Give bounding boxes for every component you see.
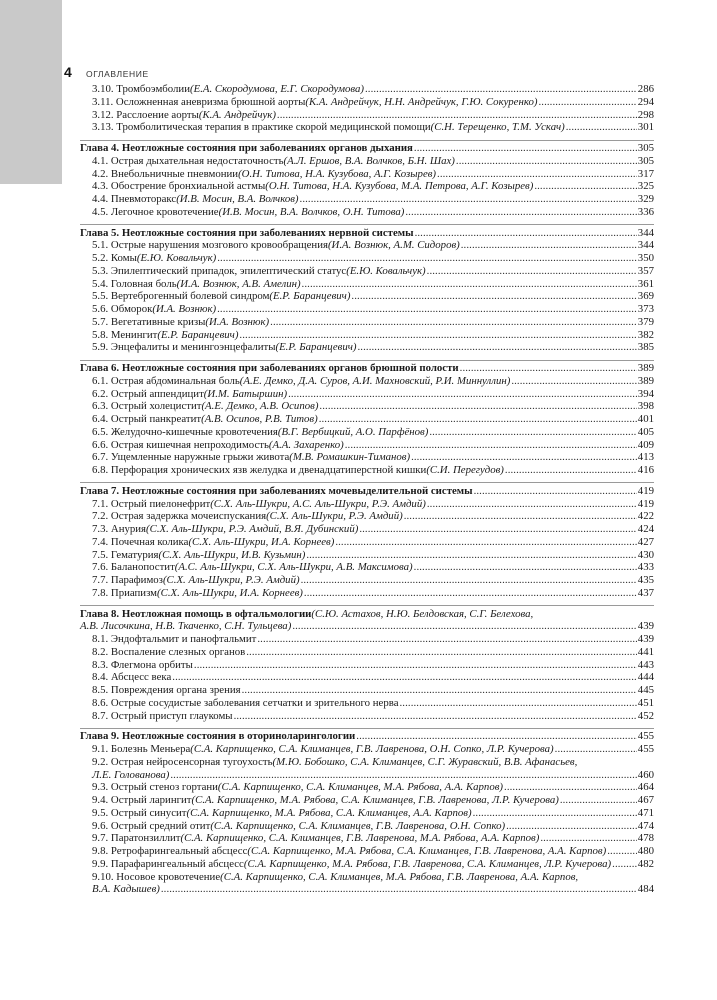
toc-entry-continued[interactable] [80,769,654,782]
entry-authors: (А.Л. Ершов, В.А. Волчков, Б.Н. Шах) [283,154,455,167]
toc-entry[interactable] [80,121,654,134]
page-ref: 435 [637,574,654,586]
page-ref: 474 [637,819,654,832]
toc-entry[interactable] [80,388,654,401]
chapter-section [80,83,654,134]
dot-leader [335,536,636,549]
page-ref: 419 [637,484,654,497]
toc-entry[interactable] [80,168,654,181]
page-ref: 478 [637,832,654,845]
page-ref: 409 [637,438,654,451]
page-ref: 451 [637,696,654,709]
toc-entry[interactable] [80,316,654,329]
dot-leader [300,193,637,206]
page-ref: 382 [637,328,654,341]
section-divider [80,728,654,729]
chapter-section [80,482,654,599]
toc-entry[interactable] [80,180,654,193]
entry-authors: (М.Ю. Бобошко, С.А. Климанцев, С.Г. Журавский, В.В. Афанасьев, [272,755,578,768]
dot-leader [511,375,636,388]
entry-authors: (Е.Р. Баранцевич) [157,328,239,341]
page-ref: 480 [637,845,654,857]
dot-leader [277,109,637,122]
page-ref: 439 [637,620,654,633]
page-ref: 441 [637,645,654,658]
page-ref: 424 [637,523,654,535]
entry-authors: (С.И. Перегудов) [426,464,504,476]
dot-leader [161,883,637,896]
entry-authors: (С.Н. Терещенко, Т.М. Ускач) [430,121,565,134]
dot-leader [217,252,637,265]
toc-entry[interactable] [80,413,654,426]
table-of-contents [80,83,654,896]
page-ref: 344 [637,239,654,252]
chapter-title: Глава 4. Неотложные состояния при заболеваниях органов дыхания [80,142,413,154]
chapter-title: Глава 9. Неотложные состояния в оториноларингологии [80,730,356,743]
page-ref: 464 [637,781,654,794]
dot-leader [473,807,637,820]
chapter-heading[interactable] [80,485,654,498]
page-edge-bar [0,0,62,184]
chapter-heading[interactable] [80,730,654,743]
toc-entry[interactable] [80,646,654,659]
dot-leader [172,671,637,684]
page-ref: 305 [637,142,654,154]
chapter-section [80,140,654,219]
entry-authors: (С.А. Карпищенко, С.А. Климанцев, М.А. Рябова, Г.В. Лавренова, А.А. Карпов, [220,870,579,883]
entry-authors: (Е.Р. Баранцевич) [275,341,357,354]
dot-leader [411,451,637,464]
toc-entry[interactable] [80,341,654,354]
entry-authors: (И.М. Батыршин) [203,387,288,400]
dot-leader [429,426,636,439]
toc-entry[interactable] [80,400,654,413]
dot-leader [405,206,636,219]
toc-entry[interactable] [80,329,654,342]
entry-authors: (С.А. Карпищенко, С.А. Климанцев, М.А. Рябова, А.А. Карпов) [217,781,504,794]
entry-title: 7.1. Острый пиелонефрит [92,497,211,510]
entry-authors: (С.А. Карпищенко, С.А. Климанцев, Г.В. Лавренова, М.А. Рябова, А.А. Карпов) [180,832,540,845]
entry-title: 3.11. Осложненная аневризма брюшной аорты [92,95,306,108]
dot-leader [365,83,637,96]
page-ref: 455 [637,730,654,743]
page-ref: 357 [637,264,654,277]
entry-authors: (О.Н. Титова, Н.А. Кузубова, А.Г. Козырев) [238,167,437,180]
entry-title: 9.9. Парафарингеальный абсцесс [92,857,244,870]
page-ref: 484 [637,883,654,896]
dot-leader [460,362,637,375]
page-ref: 325 [637,180,654,193]
page-ref: 467 [637,794,654,806]
toc-entry[interactable] [80,820,654,833]
dot-leader [538,96,636,109]
toc-entry[interactable] [80,794,654,807]
chapter-section [80,360,654,477]
page-ref: 379 [637,315,654,328]
dot-leader [239,329,636,342]
page-ref: 394 [637,387,654,400]
entry-authors: (И.А. Вознюк) [152,303,217,315]
entry-authors: (О.Н. Титова, Н.А. Кузубова, М.А. Петрова, А.Г. Козырев) [265,180,534,193]
toc-entry[interactable] [80,781,654,794]
page-ref: 389 [637,362,654,374]
page-ref: 298 [637,108,654,121]
toc-entry[interactable] [80,871,654,884]
entry-title: 6.4. Острый панкреатит [92,413,202,425]
section-divider [80,224,654,225]
dot-leader [504,781,637,794]
page-ref: 350 [637,252,654,264]
entry-title: 6.1. Острая абдоминальная боль [92,374,240,387]
entry-title: 4.3. Обострение бронхиальной астмы [92,180,266,193]
entry-title: 7.2. Острая задержка мочеиспускания [92,510,267,523]
entry-title: 7.4. Почечная колика [92,535,189,548]
entry-title: 9.4. Острый ларингит [92,794,192,806]
toc-entry[interactable] [80,278,654,291]
dot-leader [560,794,637,807]
page-ref: 317 [637,167,654,180]
page-number: 4 [64,64,72,80]
page-ref: 344 [637,226,654,239]
entry-authors: (И.В. Мосин, В.А. Волчков, О.Н. Титова) [218,205,405,218]
toc-entry[interactable] [80,155,654,168]
page-ref: 385 [637,341,654,354]
entry-title: 6.6. Острая кишечная непроходимость [92,438,269,451]
entry-title: 8.1. Эндофтальмит и панофтальмит [92,633,257,645]
entry-title: 7.3. Анурия [92,523,147,535]
entry-authors: (И.А. Вознюк) [205,315,270,328]
page-ref: 422 [637,510,654,523]
entry-authors: (И.В. Мосин, В.А. Волчков) [176,193,299,205]
chapter-title: Глава 8. Неотложная помощь в офтальмологии [80,607,312,620]
page-ref: 444 [637,671,654,684]
entry-authors: (С.Х. Аль-Шукри, Р.Э. Амдий) [162,574,300,586]
entry-title: 6.8. Перфорация хронических язв желудка и двенадцатиперстной кишки [92,464,427,476]
chapter-title: Глава 5. Неотложные состояния при заболеваниях нервной системы [80,226,414,239]
chapter-heading[interactable] [80,608,654,621]
dot-leader [414,561,637,574]
entry-authors: (Е.Ю. Ковальчук) [346,264,426,277]
dot-leader [306,549,636,562]
entry-title: 4.4. Пневмоторакс [92,193,177,205]
entry-title: 9.8. Ретрофарингеальный абсцесс [92,845,248,857]
toc-entry[interactable] [80,523,654,536]
entry-title: 6.2. Острый аппендицит [92,387,204,400]
dot-leader [414,142,637,155]
toc-entry[interactable] [80,574,654,587]
entry-authors: (И.А. Вознюк, А.М. Сидоров) [327,239,460,252]
entry-authors: (А.Е. Демко, Д.А. Суров, А.И. Махновский, Р.И. Миннуллин) [239,374,511,387]
toc-entry[interactable] [80,671,654,684]
entry-title: 5.9. Энцефалиты и менингоэнцефалиты [92,341,276,354]
toc-entry[interactable] [80,858,654,871]
entry-title: 8.2. Воспаление слезных органов [92,645,246,658]
entry-title: 7.8. Приапизм [92,586,158,599]
toc-entry[interactable] [80,684,654,697]
page-ref: 445 [637,684,654,696]
page-ref: 460 [637,768,654,781]
page-ref: 294 [637,95,654,108]
entry-authors: В.А. Кадышев) [92,883,160,896]
entry-title: 8.7. Острый приступ глаукомы [92,709,233,722]
dot-leader [170,769,636,782]
dot-leader [540,832,636,845]
page-ref: 443 [637,658,654,671]
dot-leader [304,587,637,600]
entry-title: 6.7. Ущемленные наружные грыжи живота [92,451,290,464]
toc-entry[interactable] [80,83,654,96]
entry-title: 7.6. Баланопостит [92,561,175,574]
entry-title: 4.1. Острая дыхательная недостаточность [92,154,284,167]
page-ref: 305 [637,154,654,167]
entry-authors: (В.Г. Вербицкий, А.О. Парфёнов) [277,425,429,438]
chapter-heading[interactable] [80,362,654,375]
entry-title: 5.7. Вегетативные кризы [92,315,206,328]
page-ref: 452 [637,709,654,722]
toc-entry[interactable] [80,439,654,452]
dot-leader [474,485,637,498]
entry-authors: (Е.А. Скородумова, Е.Г. Скородумова) [190,83,364,95]
entry-authors: Л.Е. Голованова) [92,768,170,781]
dot-leader [319,413,637,426]
toc-entry[interactable] [80,193,654,206]
entry-authors: (С.А. Карпищенко, М.А. Рябова, Г.В. Лавренова, С.А. Климанцев, Л.Р. Кучерова) [243,857,612,870]
dot-leader [456,155,637,168]
entry-authors: (Е.Р. Баранцевич) [269,290,351,303]
section-divider [80,360,654,361]
entry-title: 5.1. Острые нарушения мозгового кровообращения [92,239,328,252]
dot-leader [566,121,637,134]
toc-entry[interactable] [80,451,654,464]
entry-title: 5.5. Вертеброгенный болевой синдром [92,290,270,303]
entry-title: 4.5. Легочное кровотечение [92,205,219,218]
toc-entry[interactable] [80,710,654,723]
entry-authors: (С.А. Карпищенко, М.А. Рябова, С.А. Климанцев, Г.В. Лавренова, Л.Р. Кучерова) [191,794,559,806]
toc-entry[interactable] [80,832,654,845]
entry-title: 9.5. Острый синусит [92,806,187,819]
entry-title: 8.4. Абсцесс века [92,671,172,684]
entry-authors: (С.Х. Аль-Шукри, Р.Э. Амдий) [266,510,403,523]
entry-authors: (С.Х. Аль-Шукри, А.С. Аль-Шукри, Р.Э. Амдий) [210,497,426,510]
chapter-section [80,224,654,354]
dot-leader [415,227,637,240]
dot-leader [302,278,637,291]
entry-title: 5.8. Менингит [92,328,158,341]
entry-title: 3.13. Тромболитическая терапия в практике скорой медицинской помощи [92,121,431,134]
entry-authors: (А.Е. Демко, А.В. Осипов) [201,400,319,413]
dot-leader [351,290,636,303]
page-ref: 419 [637,497,654,510]
chapter-heading[interactable] [80,227,654,240]
entry-title: 3.10. Тромбоэмболии [92,83,190,95]
entry-title: 6.5. Желудочно-кишечные кровотечения [92,425,278,438]
dot-leader [246,646,637,659]
entry-title: 9.1. Болезнь Меньера [92,743,191,755]
section-divider [80,140,654,141]
page-ref: 373 [637,303,654,315]
entry-title: 9.2. Острая нейросенсорная тугоухость [92,755,273,768]
chapter-section [80,728,654,896]
entry-authors: (С.Х. Аль-Шукри, Р.Э. Амдий, В.Я. Дубинский) [146,523,359,535]
dot-leader [288,388,637,401]
toc-entry[interactable] [80,697,654,710]
entry-authors: (С.А. Карпищенко, М.А. Рябова, С.А. Климанцев, Г.В. Лавренова, А.А. Карпов) [247,845,607,857]
dot-leader [217,303,637,316]
entry-title: 3.12. Расслоение аорты [92,108,199,121]
dot-leader [319,400,636,413]
toc-entry[interactable] [80,536,654,549]
toc-entry[interactable] [80,265,654,278]
toc-entry[interactable] [80,375,654,388]
toc-entry[interactable] [80,807,654,820]
entry-title: 9.3. Острый стеноз гортани [92,781,218,794]
entry-title: 5.2. Комы [92,252,137,264]
dot-leader [356,730,637,743]
entry-authors: (М.В. Ромашкин-Тиманов) [289,451,411,464]
section-divider [80,605,654,606]
page-ref: 389 [637,374,654,387]
toc-entry[interactable] [80,510,654,523]
dot-leader [270,316,637,329]
page-ref: 369 [637,290,654,303]
entry-authors: (А.А. Захаренко) [268,438,344,451]
page-ref: 427 [637,535,654,548]
page-ref: 336 [637,205,654,218]
toc-entry[interactable] [80,239,654,252]
chapter-heading[interactable] [80,142,654,155]
page-ref: 437 [637,586,654,599]
page-ref: 405 [637,425,654,438]
dot-leader [194,659,637,672]
dot-leader [234,710,637,723]
toc-entry[interactable] [80,426,654,439]
entry-authors: (С.А. Карпищенко, М.А. Рябова, С.А. Климанцев, А.А. Карпов) [186,806,472,819]
entry-title: 8.3. Флегмона орбиты [92,658,193,671]
toc-entry[interactable] [80,498,654,511]
page-ref: 455 [637,743,654,755]
toc-entry[interactable] [80,743,654,756]
dot-leader [257,633,636,646]
toc-entry[interactable] [80,290,654,303]
dot-leader [359,523,636,536]
toc-entry[interactable] [80,206,654,219]
toc-entry[interactable] [80,464,654,477]
page-ref: 471 [637,806,654,819]
toc-entry[interactable] [80,633,654,646]
toc-entry[interactable] [80,549,654,562]
page-ref: 439 [637,633,654,645]
dot-leader [505,464,637,477]
chapter-authors: А.В. Лисочкина, Н.В. Ткаченко, С.Н. Тульцева) [80,620,292,633]
page-ref: 301 [637,121,654,134]
chapter-heading-continued[interactable] [80,620,654,633]
dot-leader [506,820,637,833]
toc-entry[interactable] [80,252,654,265]
entry-title: 7.7. Парафимоз [92,574,163,586]
entry-title: 6.3. Острый холецистит [92,400,202,413]
toc-entry[interactable] [80,659,654,672]
page-ref: 433 [637,561,654,574]
dot-leader [400,697,637,710]
dot-leader [427,498,637,511]
toc-entry[interactable] [80,561,654,574]
entry-authors: (И.А. Вознюк, А.В. Амелин) [176,277,301,290]
entry-title: 4.2. Внебольничные пневмонии [92,167,239,180]
entry-title: 5.4. Головная боль [92,277,177,290]
dot-leader [358,341,637,354]
entry-authors: (С.Х. Аль-Шукри, И.А. Корнеев) [188,535,335,548]
entry-title: 9.10. Носовое кровотечение [92,870,221,883]
toc-entry[interactable] [80,845,654,858]
page-ref: 361 [637,277,654,290]
entry-title: 7.5. Гематурия [92,548,159,561]
page-ref: 401 [637,413,654,425]
chapter-title: Глава 7. Неотложные состояния при заболеваниях мочевыделительной системы [80,484,473,497]
dot-leader [345,439,637,452]
dot-leader [292,620,636,633]
entry-authors: (Е.Ю. Ковальчук) [136,252,217,264]
entry-title: 5.6. Обморок [92,303,153,315]
entry-authors: (С.Х. Аль-Шукри, И.В. Кузьмин) [158,548,306,561]
toc-entry[interactable] [80,303,654,316]
entry-authors: (А.В. Осипов, Р.В. Титов) [201,413,318,425]
entry-authors: (К.А. Андрейчук, Н.Н. Андрейчук, Г.Ю. Сокуренко) [305,95,538,108]
entry-authors: (А.С. Аль-Шукри, С.Х. Аль-Шукри, А.В. Максимова) [174,561,413,574]
dot-leader [534,180,636,193]
dot-leader [612,858,637,871]
page-ref: 430 [637,548,654,561]
dot-leader [242,684,637,697]
page-ref: 413 [637,451,654,464]
toc-entry[interactable] [80,109,654,122]
running-head: ОГЛАВЛЕНИЕ [86,69,149,79]
dot-leader [404,510,637,523]
entry-title: 5.3. Эпилептический припадок, эпилептический статус [92,264,347,277]
section-divider [80,482,654,483]
dot-leader [555,743,637,756]
chapter-title: Глава 6. Неотложные состояния при заболеваниях органов брюшной полости [80,362,459,374]
page-ref: 286 [637,83,654,95]
dot-leader [461,239,637,252]
dot-leader [607,845,637,858]
toc-entry-continued[interactable] [80,883,654,896]
entry-authors: (К.А. Андрейчук) [198,108,276,121]
page-ref: 398 [637,400,654,413]
page-ref: 482 [637,857,654,870]
chapter-section [80,605,654,722]
page-ref: 416 [637,464,654,476]
chapter-authors: (С.Ю. Астахов, Н.Ю. Белдовская, С.Г. Белехова, [311,607,534,620]
dot-leader [437,168,637,181]
toc-entry[interactable] [80,96,654,109]
dot-leader [301,574,637,587]
toc-entry[interactable] [80,756,654,769]
entry-title: 9.7. Паратонзиллит [92,832,181,845]
entry-authors: (С.А. Карпищенко, С.А. Климанцев, Г.В. Лавренова, О.Н. Сопко, Л.Р. Кучерова) [190,743,554,755]
entry-title: 9.6. Острый средний отит [92,819,211,832]
toc-entry[interactable] [80,587,654,600]
entry-title: 8.6. Острые сосудистые заболевания сетчатки и зрительного нерва [92,696,399,709]
entry-authors: (С.А. Карпищенко, С.А. Климанцев, Г.В. Лавренова, О.Н. Сопко) [210,819,506,832]
page-ref: 329 [637,193,654,205]
entry-authors: (С.Х. Аль-Шукри, И.А. Корнеев) [157,586,303,599]
entry-title: 8.5. Повреждения органа зрения [92,684,241,696]
dot-leader [427,265,637,278]
